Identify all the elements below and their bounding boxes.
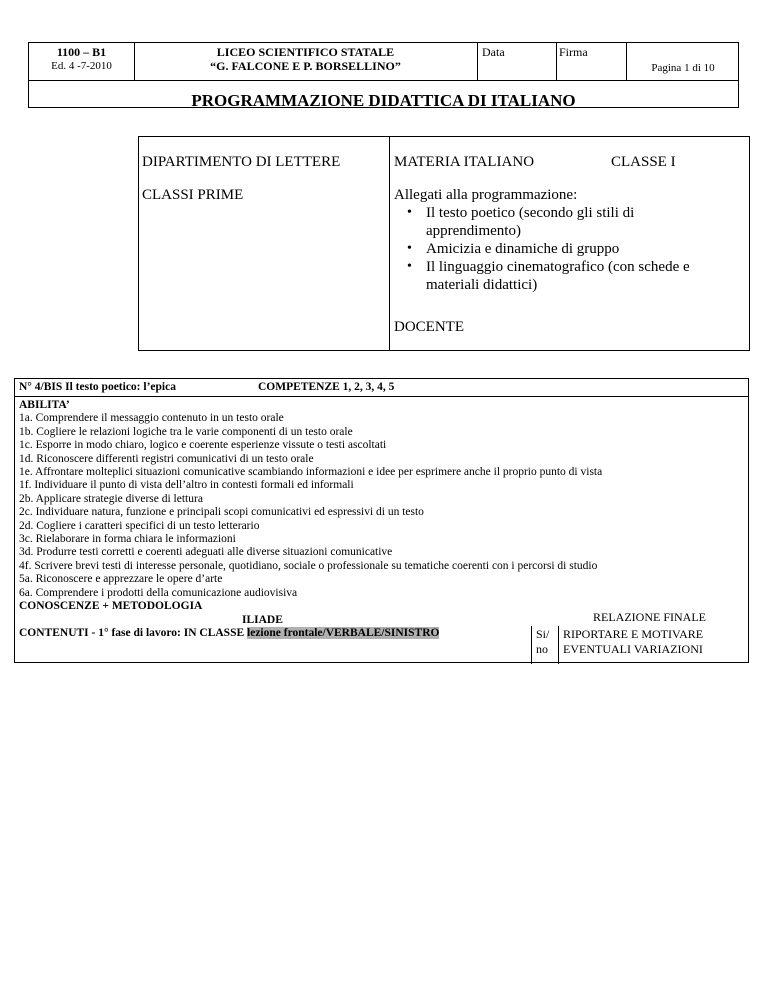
page-number: Pagina 1 di 10 xyxy=(651,62,715,74)
list-item: 2b. Applicare strategie diverse di lettura xyxy=(19,492,203,505)
list-item: 3d. Produrre testi corretti e coerenti adeguati alle diverse situazioni comunicative xyxy=(19,546,393,559)
document-header xyxy=(28,42,739,108)
module-number: N° 4/BIS Il testo poetico: l’epica xyxy=(19,381,176,393)
list-item: • Amicizia e dinamiche di gruppo xyxy=(394,240,744,258)
school-name: LICEO SCIENTIFICO STATALE xyxy=(216,45,395,59)
attachments-list xyxy=(394,204,744,294)
iliad-title: ILIADE xyxy=(242,614,283,626)
column-divider xyxy=(531,626,532,664)
list-item: 1a. Comprendere il messaggio contenuto in un testo orale xyxy=(19,412,284,425)
attachments xyxy=(394,186,744,294)
module-box xyxy=(14,378,749,663)
yes-no-label: no xyxy=(536,642,548,656)
competences: COMPETENZE 1, 2, 3, 4, 5 xyxy=(258,381,395,393)
list-item: 1e. Affrontare molteplici situazioni comunicative scambiando informazioni e idee per esprimere anche il proprio punto di vista xyxy=(19,466,603,478)
department: DIPARTIMENTO DI LETTERE xyxy=(142,154,341,170)
list-item: 1d. Riconoscere differenti registri comunicativi di un testo orale xyxy=(19,452,314,465)
list-item: 5a. Riconoscere e apprezzare le opere d’arte xyxy=(19,573,223,586)
attachments-label: Allegati alla programmazione: xyxy=(394,187,578,203)
classes: CLASSI PRIME xyxy=(142,187,244,203)
firma-label: Firma xyxy=(559,45,588,59)
subject: MATERIA ITALIANO xyxy=(394,154,535,170)
header-divider xyxy=(29,80,738,81)
document-code: 1100 – B1 xyxy=(56,45,107,59)
edition-date: Ed. 4 -7-2010 xyxy=(51,60,112,72)
contents-highlight: lezione frontale/VERBALE/SINISTRO xyxy=(247,627,440,639)
report-instruction: RIPORTARE E MOTIVARE xyxy=(563,627,704,641)
contents-label: CONTENUTI - 1° fase di lavoro: IN CLASSE xyxy=(19,627,248,639)
list-item: 3c. Rielaborare in forma chiara le informazioni xyxy=(19,533,236,545)
module-header-row xyxy=(15,379,748,397)
list-item: 2d. Cogliere i caratteri specifici di un testo letterario xyxy=(19,519,260,532)
knowledge-title: CONOSCENZE + METODOLOGIA xyxy=(19,600,203,612)
school-dedication: “G. FALCONE E P. BORSELLINO” xyxy=(210,59,401,73)
list-item: • Il testo poetico (secondo gli stili di apprendimento) xyxy=(394,204,744,240)
abilities-title: ABILITA’ xyxy=(19,399,70,411)
list-item: 1b. Cogliere le relazioni logiche tra le varie componenti di un testo orale xyxy=(19,425,353,438)
list-item: 2c. Individuare natura, funzione e principali scopi comunicativi ed espressivi di un testo xyxy=(19,506,424,519)
list-item: 1c. Esporre in modo chiaro, logico e coerente esperienze vissute o testi ascoltati xyxy=(19,439,387,452)
contents-line xyxy=(19,627,439,640)
info-divider xyxy=(389,137,390,350)
class-level: CLASSE I xyxy=(611,154,676,170)
data-label: Data xyxy=(482,45,505,59)
list-item: 6a. Comprendere i prodotti della comunicazione audiovisiva xyxy=(19,586,298,599)
info-box xyxy=(138,136,750,351)
yes-no-label: Si/ xyxy=(536,627,550,641)
column-divider xyxy=(558,626,559,664)
list-item: 1f. Individuare il punto di vista dell’altro in contesti formali ed informali xyxy=(19,479,354,492)
report-instruction: EVENTUALI VARIAZIONI xyxy=(563,642,703,656)
list-item: • Il linguaggio cinematografico (con schede e materiali didattici) xyxy=(394,258,744,294)
page-title: PROGRAMMAZIONE DIDATTICA DI ITALIANO xyxy=(191,91,576,110)
teacher-label: DOCENTE xyxy=(394,319,464,335)
final-report-label: RELAZIONE FINALE xyxy=(593,610,706,624)
list-item: 4f. Scrivere brevi testi di interesse personale, quotidiano, sociale o professionale su tematiche coerenti con i percorsi di studio xyxy=(19,559,598,572)
